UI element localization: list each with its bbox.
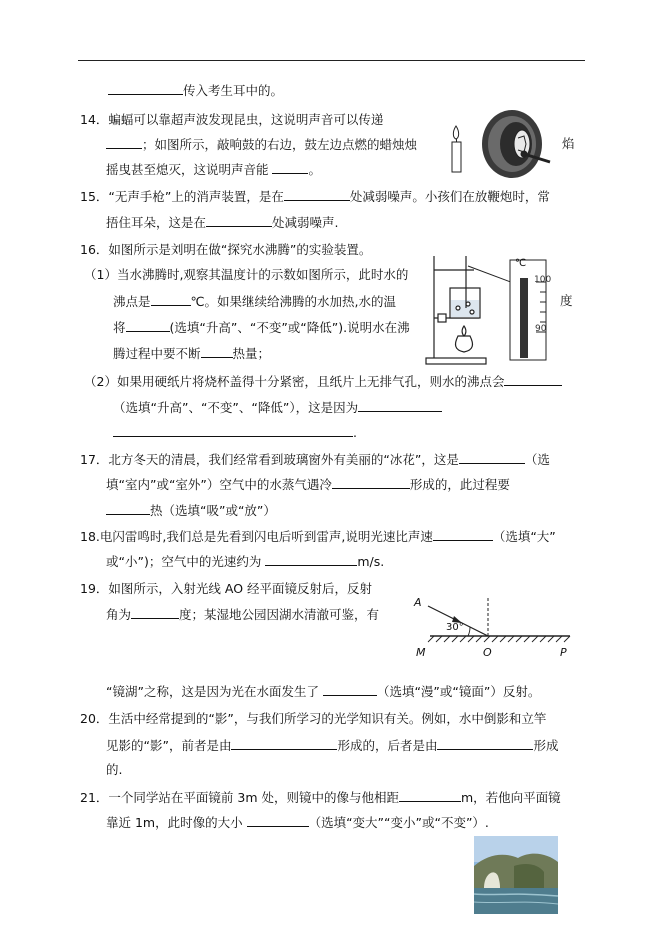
line-text: m/s.	[357, 554, 385, 569]
text-line	[106, 476, 510, 493]
answer-blank[interactable]	[231, 737, 337, 750]
answer-blank[interactable]	[399, 789, 461, 802]
answer-blank[interactable]	[131, 606, 179, 619]
text-line	[80, 451, 550, 468]
drum-candle-figure	[444, 108, 554, 180]
answer-blank[interactable]	[332, 476, 410, 489]
candle-icon	[452, 126, 461, 172]
ray-label-a: A	[414, 596, 422, 609]
line-text: 处减弱噪声。小孩们在放鞭炮时，常	[349, 189, 550, 204]
line-text: 15．“无声手枪”上的消声装置，是在	[80, 189, 284, 204]
line-text: （1）当水沸腾时,观察其温度计的示数如图所示，此时水的	[84, 267, 409, 282]
line-text: 或“小”)；空气中的光速约为	[106, 554, 266, 569]
line-text: （2）如果用硬纸片将烧杯盖得十分紧密，且纸片上无排气孔，则水的沸点会	[84, 374, 505, 389]
line-text: 捂住耳朵，这是在	[106, 215, 207, 230]
text-line	[106, 161, 321, 178]
line-text: 形成	[533, 738, 559, 753]
drum-icon	[482, 110, 542, 178]
burner-icon	[456, 326, 473, 352]
beaker-icon	[450, 288, 480, 318]
mirror-label-p: P	[560, 646, 567, 659]
line-text: “镜湖”之称，这是因为光在水面发生了	[106, 684, 323, 699]
thermo-bottom-label: 90	[535, 324, 547, 334]
line-text: 焰	[562, 136, 575, 151]
line-text: 处减弱噪声.	[272, 215, 339, 230]
lake-photo	[474, 836, 558, 914]
text-line	[80, 711, 546, 727]
text-line	[113, 293, 396, 310]
text-line	[106, 737, 558, 754]
line-text: 热量；	[232, 346, 271, 361]
text-line	[80, 112, 383, 128]
text-line	[113, 319, 410, 336]
line-text: 14．蝙蝠可以靠超声波发现昆虫，这说明声音可以传递	[80, 112, 384, 127]
text-line	[113, 345, 270, 362]
text-line	[106, 214, 339, 231]
text-line	[113, 399, 442, 416]
answer-blank[interactable]	[272, 161, 308, 174]
line-text: 形成的，此过程要	[409, 477, 510, 492]
answer-blank[interactable]	[284, 188, 350, 201]
text-line	[84, 373, 562, 390]
answer-blank[interactable]	[106, 502, 150, 515]
line-text: m，若他向平面镜	[460, 790, 561, 805]
boiling-apparatus-figure	[424, 248, 564, 366]
line-text: 将	[113, 320, 126, 335]
answer-blank[interactable]	[201, 345, 233, 358]
line-text: （选填“漫”或“镜面”）反射。	[376, 684, 541, 699]
line-text: (选填“升高”、“不变”或“降低”).说明水在沸	[169, 320, 410, 335]
line-text: 。	[308, 162, 321, 177]
answer-blank[interactable]	[106, 136, 142, 149]
line-text: （选填“升高”、“不变”、“降低”），这是因为	[113, 400, 359, 415]
text-line	[106, 553, 384, 570]
text-line	[84, 267, 408, 283]
text-line	[106, 606, 379, 623]
line-text: （选	[524, 452, 550, 467]
answer-blank[interactable]	[206, 214, 272, 227]
answer-blank[interactable]	[126, 319, 170, 332]
line-text: 17．北方冬天的清晨，我们经常看到玻璃窗外有美丽的“冰花”，这是	[80, 452, 459, 467]
line-text: ℃。如果继续给沸腾的水加热,水的温	[190, 294, 397, 309]
answer-blank[interactable]	[247, 814, 309, 827]
mirror-reflection-figure	[410, 598, 580, 662]
line-text: 沸点是	[113, 294, 151, 309]
answer-blank[interactable]	[108, 82, 183, 95]
line-text: 靠近 1m，此时像的大小	[106, 815, 247, 830]
line-text: 腾过程中要不断	[113, 346, 201, 361]
line-text: 19．如图所示，入射光线 AO 经平面镜反射后，反射	[80, 581, 373, 596]
answer-blank[interactable]	[358, 399, 442, 412]
text-line	[80, 581, 372, 597]
text-line	[562, 136, 575, 152]
answer-blank[interactable]	[437, 737, 533, 750]
answer-blank[interactable]	[323, 683, 377, 696]
text-line	[106, 502, 276, 519]
text-line	[106, 762, 122, 778]
text-line	[108, 82, 283, 99]
pointer-line	[468, 266, 516, 284]
line-text: 摇曳甚至熄灭，这说明声音能	[106, 162, 273, 177]
line-text: 见影的“影”，前者是由	[106, 738, 232, 753]
answer-blank[interactable]	[113, 424, 353, 437]
thermo-unit-label: ℃	[515, 258, 527, 269]
line-text: （选填“大”	[492, 529, 556, 544]
line-text: （选填“变大”“变小”或“不变”）.	[308, 815, 489, 830]
line-text: 21．一个同学站在平面镜前 3m 处，则镜中的像与他相距	[80, 790, 399, 805]
line-text: 20．生活中经常提到的“影”，与我们所学习的光学知识有关。例如，水中倒影和立竿	[80, 711, 547, 726]
line-text: 度	[560, 293, 573, 308]
line-text: 角为	[106, 607, 132, 622]
text-line	[106, 814, 489, 831]
text-line	[80, 789, 561, 806]
thermo-top-label: 100	[534, 275, 552, 285]
line-text: .	[353, 425, 357, 440]
answer-blank[interactable]	[151, 293, 191, 306]
text-line	[106, 136, 417, 153]
line-text: 形成的，后者是由	[337, 738, 438, 753]
line-text: 18.电闪雷鸣时,我们总是先看到闪电后听到雷声,说明光速比声速	[80, 529, 433, 544]
answer-blank[interactable]	[433, 528, 493, 541]
line-text: 热（选填“吸”或“放”）	[150, 503, 276, 518]
angle-label: 30°	[446, 622, 464, 633]
text-line	[106, 683, 540, 700]
text-line	[80, 242, 371, 258]
line-text: 16．如图所示是刘明在做“探究水沸腾”的实验装置。	[80, 242, 372, 257]
header-rule	[78, 60, 585, 61]
line-text: 填“室内”或“室外”）空气中的水蒸气遇冷	[106, 477, 332, 492]
answer-blank[interactable]	[459, 451, 525, 464]
answer-blank[interactable]	[265, 553, 357, 566]
text-line	[80, 188, 550, 205]
line-text: ；如图所示，敲响鼓的右边，鼓左边点燃的蜡烛烛	[142, 137, 418, 152]
mirror-label-m: M	[416, 646, 426, 659]
mirror-label-o: O	[483, 646, 492, 659]
text-line	[80, 528, 556, 545]
line-text: 度；某湿地公园因湖水清澈可鉴，有	[179, 607, 380, 622]
text-line	[113, 424, 357, 441]
line-text: 的.	[106, 762, 123, 777]
answer-blank[interactable]	[504, 373, 562, 386]
line-text: 传入考生耳中的。	[183, 83, 284, 98]
